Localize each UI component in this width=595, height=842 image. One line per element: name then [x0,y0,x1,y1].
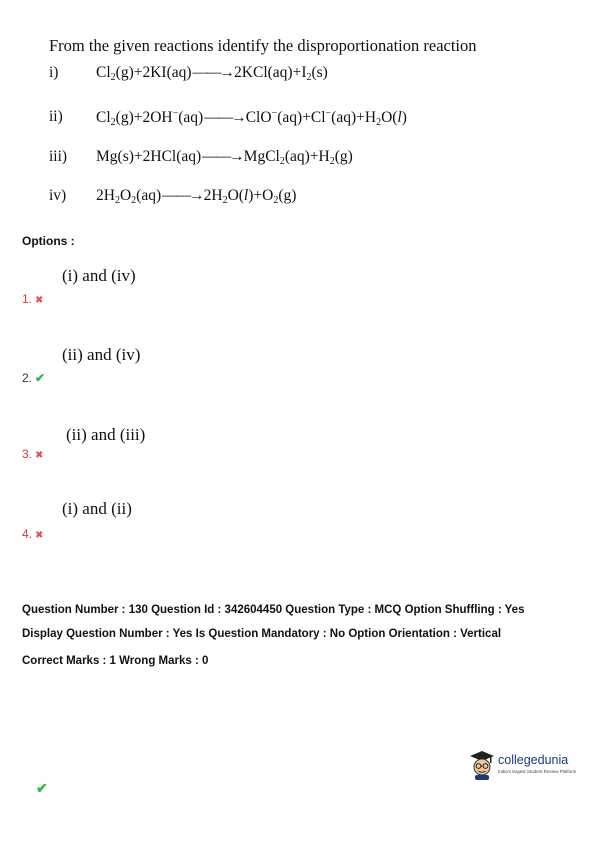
reaction-equation: $Mg(s)+2HCl(aq)——\to MgCl_2(aq)+H_2(g)$ [96,148,353,167]
option-number: 4. [22,527,33,541]
reaction-number: i) [49,64,59,81]
logo-wordmark: collegedunia [498,753,569,767]
marks-line: Correct Marks : 1 Wrong Marks : 0 [22,655,209,667]
reaction-arrow-icon: ——→ [204,109,245,126]
option-text[interactable]: (i) and (ii) [62,499,132,518]
option-text[interactable]: (i) and (iv) [62,266,136,285]
reaction-equation: $Cl_2(g)+2KI(aq)——\to 2KCl(aq)+I_2(s)$ [96,64,328,83]
check-icon: ✔ [35,371,46,385]
option-text[interactable]: (ii) and (iv) [62,345,141,364]
option-number-row [22,445,43,463]
reaction-equation: $Cl_2(g)+2OH^-(aq)——\to ClO^-(aq)+Cl^-(aq)+H_2O(l)$ [96,108,407,128]
logo-tagline: India's largest Student Review Platform [498,769,577,774]
option-number: 3. [22,447,33,461]
options-label: Options : [22,234,75,248]
reaction-number: iii) [49,148,68,165]
question-meta-line: Question Number : 130 Question Id : 342604450 Question Type : MCQ Option Shuffling : Yes [22,604,525,616]
reaction-number: ii) [49,108,63,125]
option-text[interactable]: (ii) and (iii) [66,425,146,444]
question-meta-line: Display Question Number : Yes Is Question Mandatory : No Option Orientation : Vertical [22,628,502,640]
reaction-number: iv) [49,187,67,204]
reaction-arrow-icon: ——→ [162,187,203,204]
collegedunia-logo [468,745,580,785]
option-number: 2. [22,371,33,385]
check-icon: ✔ [36,780,48,796]
option-number-row [22,369,45,387]
question-text: From the given reactions identify the disproportionation reaction [49,36,477,55]
reaction-equation: $2H_2O_2(aq)——\to 2H_2O(l)+O_2(g)$ [96,187,297,206]
cross-icon: ✖ [35,530,44,541]
option-number: 1. [22,292,33,306]
option-number-row [22,290,43,308]
reaction-arrow-icon: ——→ [192,64,234,81]
option-number-row [22,525,43,543]
cross-icon: ✖ [35,450,44,461]
graduate-mascot-icon [468,749,496,781]
reaction-arrow-icon: ——→ [202,148,243,165]
cross-icon: ✖ [35,295,44,306]
